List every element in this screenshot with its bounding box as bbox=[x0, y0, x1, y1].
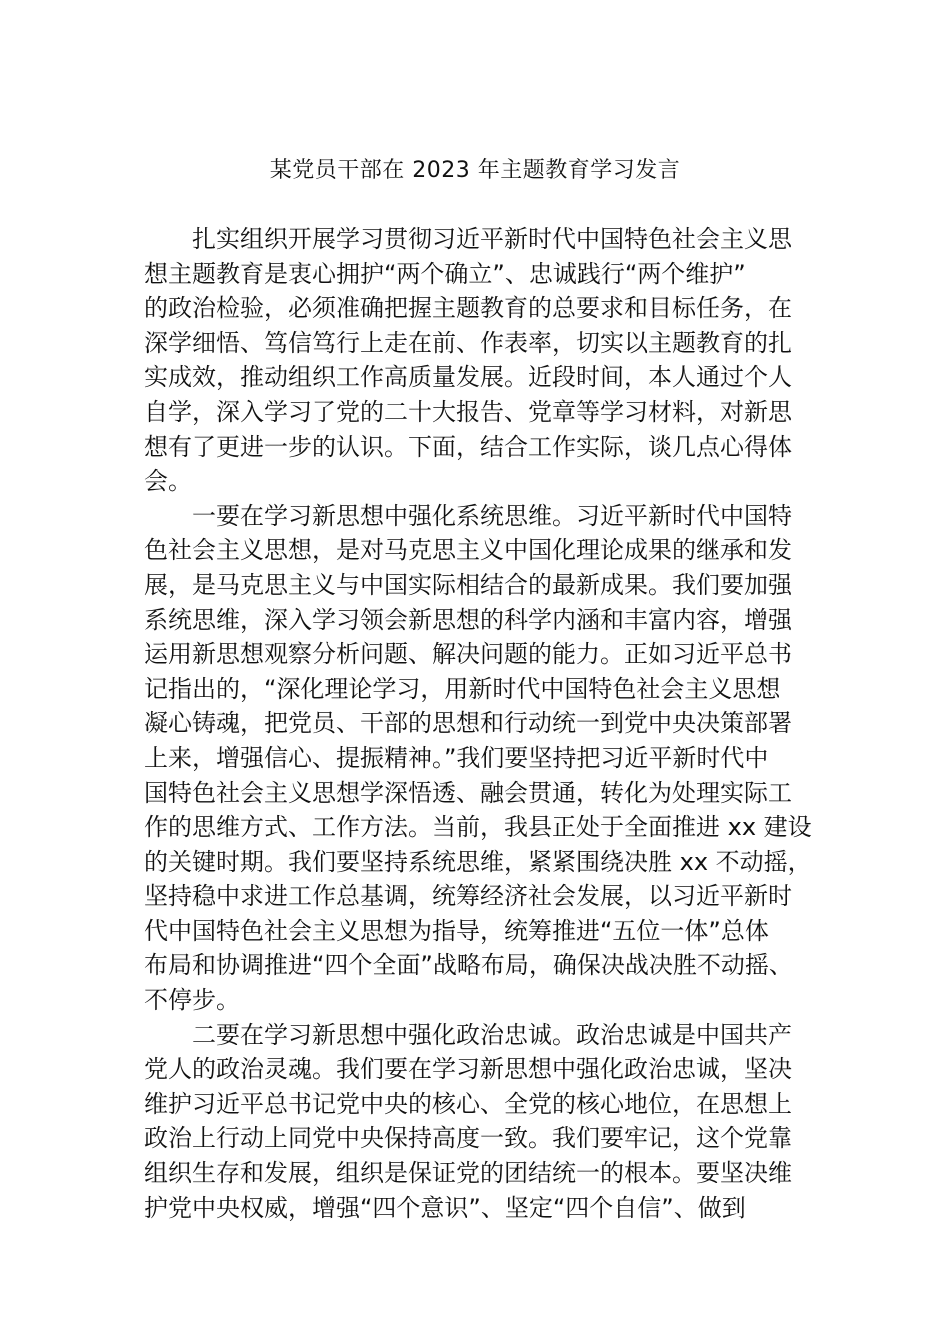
paragraph bbox=[144, 499, 819, 1018]
paragraph bbox=[144, 222, 819, 499]
paragraph-line: 色社会主义思想，是对马克思主义中国化理论成果的继承和发 bbox=[144, 536, 792, 565]
paragraph-line: 的政治检验，必须准确把握主题教育的总要求和目标任务，在 bbox=[144, 294, 792, 323]
paragraph-line: 不停步。 bbox=[144, 986, 240, 1015]
paragraph-line: 扎实组织开展学习贯彻习近平新时代中国特色社会主义思 bbox=[192, 225, 792, 253]
paragraph bbox=[144, 1018, 819, 1226]
paragraph-line: 国特色社会主义思想学深悟透、融会贯通，转化为处理实际工 bbox=[144, 778, 792, 807]
paragraph-line: 二要在学习新思想中强化政治忠诚。政治忠诚是中国共产 bbox=[192, 1020, 792, 1049]
document-body bbox=[144, 222, 819, 1225]
paragraph-line: 布局和协调推进“四个全面”战略布局，确保决战决胜不动摇、 bbox=[144, 951, 793, 980]
paragraph-line: 实成效，推动组织工作高质量发展。近段时间，本人通过个人 bbox=[144, 363, 792, 392]
paragraph-line: 护党中央权威，增强“四个意识”、坚定“四个自信”、做到 bbox=[144, 1193, 746, 1222]
paragraph-line: 想主题教育是衷心拥护“两个确立”、忠诚践行“两个维护” bbox=[144, 259, 746, 288]
paragraph-line: 维护习近平总书记党中央的核心、全党的核心地位，在思想上 bbox=[144, 1089, 792, 1118]
paragraph-line: 深学细悟、笃信笃行上走在前、作表率，切实以主题教育的扎 bbox=[144, 328, 792, 357]
paragraph-line: 一要在学习新思想中强化系统思维。习近平新时代中国特 bbox=[192, 501, 792, 530]
paragraph-line: 想有了更进一步的认识。下面，结合工作实际，谈几点心得体 bbox=[144, 432, 792, 461]
paragraph-line: 作的思维方式、工作方法。当前，我县正处于全面推进 xx 建设 bbox=[144, 813, 812, 842]
paragraph-line: 运用新思想观察分析问题、解决问题的能力。正如习近平总书 bbox=[144, 640, 792, 669]
paragraph-line: 代中国特色社会主义思想为指导，统筹推进“五位一体”总体 bbox=[144, 916, 769, 945]
paragraph-line: 自学，深入学习了党的二十大报告、党章等学习材料，对新思 bbox=[144, 397, 792, 426]
paragraph-line: 记指出的，“深化理论学习，用新时代中国特色社会主义思想 bbox=[144, 674, 781, 703]
paragraph-line: 政治上行动上同党中央保持高度一致。我们要牢记，这个党靠 bbox=[144, 1124, 792, 1153]
paragraph-line: 的关键时期。我们要坚持系统思维，紧紧围绕决胜 xx 不动摇， bbox=[144, 847, 812, 876]
paragraph-line: 坚持稳中求进工作总基调，统筹经济社会发展，以习近平新时 bbox=[144, 882, 792, 911]
paragraph-line: 会。 bbox=[144, 467, 192, 496]
paragraph-line: 凝心铸魂，把党员、干部的思想和行动统一到党中央决策部署 bbox=[144, 709, 792, 738]
paragraph-line: 上来，增强信心、提振精神。”我们要坚持把习近平新时代中 bbox=[144, 743, 769, 772]
paragraph-line: 党人的政治灵魂。我们要在学习新思想中强化政治忠诚，坚决 bbox=[144, 1055, 792, 1084]
document-title: 某党员干部在 2023 年主题教育学习发言 bbox=[269, 158, 681, 183]
paragraph-line: 系统思维，深入学习领会新思想的科学内涵和丰富内容，增强 bbox=[144, 605, 792, 634]
paragraph-line: 组织生存和发展，组织是保证党的团结统一的根本。要坚决维 bbox=[144, 1159, 792, 1188]
paragraph-line: 展，是马克思主义与中国实际相结合的最新成果。我们要加强 bbox=[144, 570, 792, 599]
